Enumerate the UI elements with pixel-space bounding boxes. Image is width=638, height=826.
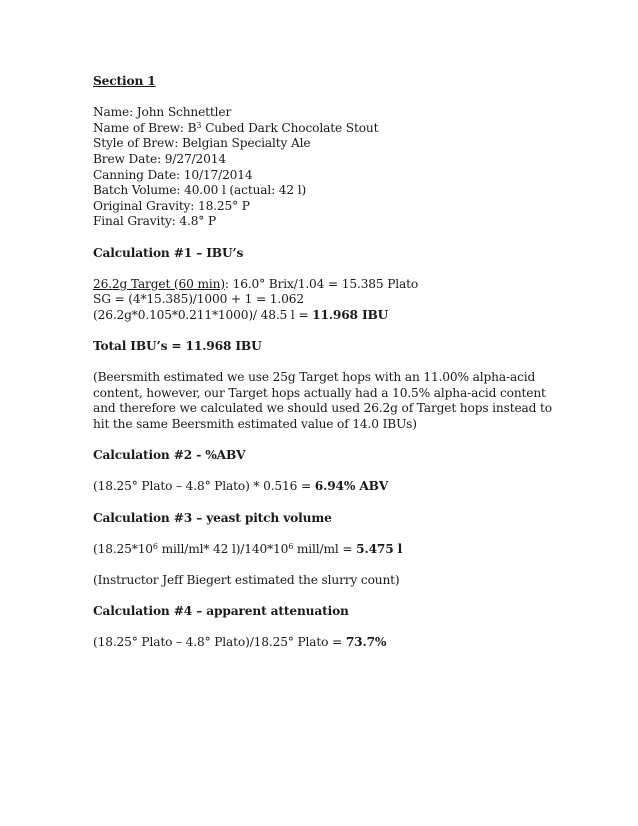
calc2-formula: [93, 479, 563, 495]
calc1-hop-label: 26.2g Target (60 min): [93, 276, 225, 291]
calc1-line3: [93, 308, 563, 324]
calc1-heading: Calculation #1 – IBU’s: [93, 245, 244, 260]
calc4-heading: Calculation #4 – apparent attenuation: [93, 604, 349, 619]
calc3-part1: (18.25*10: [93, 541, 153, 556]
calc2-heading: Calculation #2 - %ABV: [93, 448, 246, 463]
calc1-total-label: Total IBU’s =: [93, 339, 186, 354]
calc3-part2: mill/ml* 42 l)/140*10: [157, 541, 289, 556]
brew-name-line: [93, 121, 563, 137]
canning-date-line: Canning Date: 10/17/2014: [93, 167, 253, 182]
original-gravity-line: Original Gravity: 18.25° P: [93, 198, 250, 213]
calc1-total-value: 11.968 IBU: [185, 339, 262, 354]
name-line: Name: John Schnettler: [93, 105, 232, 120]
calc1-line3-formula: (26.2g*0.105*0.211*1000)/ 48.5 l =: [93, 307, 313, 322]
brew-name-superscript: 3: [196, 120, 202, 130]
brew-name-suffix: Cubed Dark Chocolate Stout: [201, 120, 379, 135]
final-gravity-line: Final Gravity: 4.8° P: [93, 214, 217, 229]
calc2-formula-text: (18.25° Plato – 4.8° Plato) * 0.516 =: [93, 479, 315, 494]
calc3-sup1: 6: [152, 541, 158, 551]
brew-name-prefix: Name of Brew: B: [93, 120, 197, 135]
calc1-line2: SG = (4*15.385)/1000 + 1 = 1.062: [93, 292, 304, 307]
batch-volume-line: Batch Volume: 40.00 l (actual: 42 l): [93, 183, 307, 198]
calc2-result: 6.94% ABV: [314, 479, 389, 494]
calc3-part3: mill/ml =: [293, 541, 357, 556]
calc3-sup2: 6: [288, 541, 294, 551]
document-page: [93, 74, 563, 651]
calc3-formula: [93, 542, 563, 558]
section-title: Section 1: [93, 74, 156, 88]
calc1-note: (Beersmith estimated we use 25g Target hops with an 11.00% alpha-acid content, however, our Target hops actually had a 10.5% alpha-acid content and therefore we calculated we should used 26.2g of Target hops instead to hit the same Beersmith estimated value of 14.0 IBUs): [93, 370, 552, 432]
calc4-formula-text: (18.25° Plato – 4.8° Plato)/18.25° Plato =: [93, 635, 346, 650]
calc3-heading: Calculation #3 – yeast pitch volume: [93, 510, 332, 525]
calc3-note: (Instructor Jeff Biegert estimated the slurry count): [93, 573, 400, 587]
calc3-result: 5.475 l: [356, 541, 403, 556]
calc1-line3-result: 11.968 IBU: [312, 307, 389, 322]
calc1-total: [93, 339, 563, 355]
calc1-line1-rest: : 16.0° Brix/1.04 = 15.385 Plato: [224, 276, 419, 291]
calc4-result: 73.7%: [345, 635, 387, 650]
brew-date-line: Brew Date: 9/27/2014: [93, 151, 226, 166]
calc4-formula: [93, 635, 563, 651]
style-line: Style of Brew: Belgian Specialty Ale: [93, 136, 311, 151]
calc1-line1: [93, 277, 563, 293]
